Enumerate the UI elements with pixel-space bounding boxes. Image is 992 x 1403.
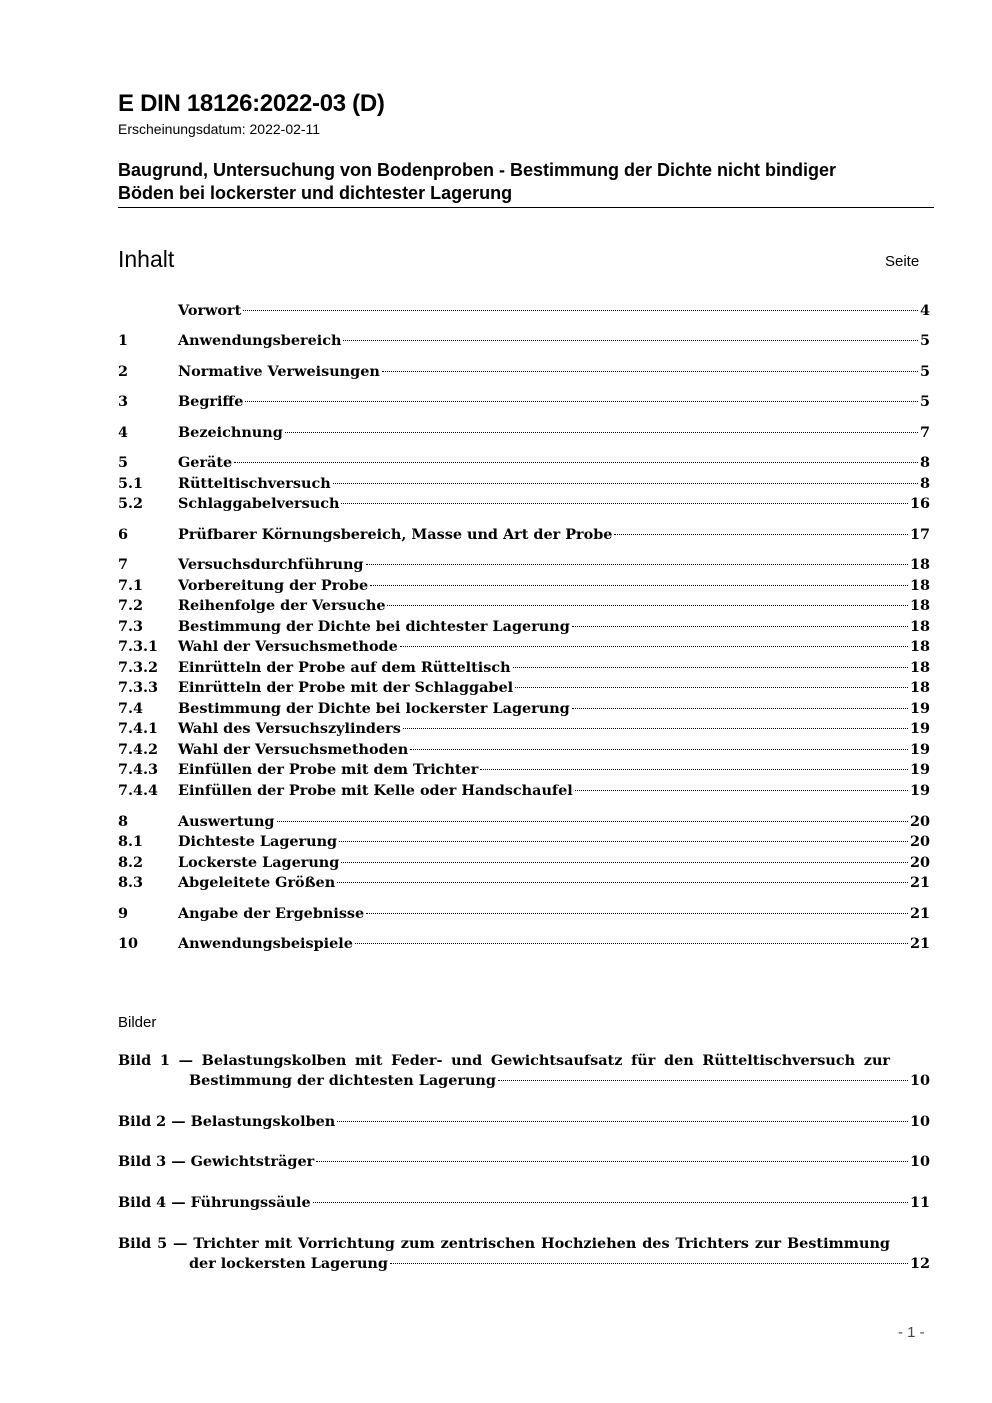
toc-entry-number: 7.3.3 bbox=[118, 679, 159, 696]
toc-entry-title: Einrütteln der Probe auf dem Rütteltisch bbox=[178, 659, 511, 676]
toc-entry-page: 17 bbox=[909, 526, 930, 543]
toc-entry[interactable] bbox=[118, 905, 930, 925]
issue-date: Erscheinungsdatum: 2022-02-11 bbox=[118, 121, 321, 137]
toc-entry-title: Einfüllen der Probe mit dem Trichter bbox=[178, 761, 479, 778]
toc-entry-number: 5.2 bbox=[118, 495, 144, 512]
figure-entry-line[interactable]: Bild 1 — Belastungskolben mit Feder- und Gewichtsaufsatz für den Rütteltischversuch zur bbox=[118, 1052, 890, 1069]
toc-entry[interactable] bbox=[118, 495, 930, 515]
toc-leader bbox=[370, 585, 908, 586]
toc-entry[interactable] bbox=[118, 679, 930, 699]
toc-entry-title: Rütteltischversuch bbox=[178, 475, 331, 492]
toc-entry-number: 1 bbox=[118, 332, 129, 349]
toc-entry-title: Normative Verweisungen bbox=[178, 363, 380, 380]
toc-entry-number: 7.1 bbox=[118, 577, 144, 594]
toc-entry-title: Lockerste Lagerung bbox=[178, 854, 340, 871]
toc-entry-title: Schlaggabelversuch bbox=[178, 495, 340, 512]
toc-entry-title: Wahl des Versuchszylinders bbox=[178, 720, 401, 737]
toc-entry[interactable] bbox=[118, 556, 930, 576]
toc-entry-page: 5 bbox=[919, 393, 930, 410]
toc-entry-title: Einrütteln der Probe mit der Schlaggabel bbox=[178, 679, 514, 696]
toc-leader bbox=[515, 687, 908, 688]
toc-leader bbox=[341, 862, 908, 863]
toc-entry[interactable] bbox=[118, 659, 930, 679]
toc-entry-page: 8 bbox=[919, 454, 930, 471]
toc-entry-title: Wahl der Versuchsmethode bbox=[178, 638, 398, 655]
toc-entry[interactable] bbox=[118, 782, 930, 802]
figure-entry-title: der lockersten Lagerung bbox=[189, 1255, 388, 1272]
toc-entry-number: 7.2 bbox=[118, 597, 144, 614]
toc-entry-title: Bezeichnung bbox=[178, 424, 283, 441]
toc-entry-number: 7.4.2 bbox=[118, 741, 159, 758]
toc-entry-page: 19 bbox=[909, 761, 930, 778]
toc-entry-page: 21 bbox=[909, 905, 930, 922]
toc-entry-page: 16 bbox=[909, 495, 930, 512]
toc-leader bbox=[343, 340, 918, 341]
toc-leader bbox=[355, 943, 908, 944]
toc-leader bbox=[243, 310, 918, 311]
toc-entry[interactable] bbox=[118, 526, 930, 546]
toc-entry-page: 8 bbox=[919, 475, 930, 492]
figure-entry[interactable] bbox=[118, 1194, 930, 1214]
page-number: - 1 - bbox=[898, 1324, 925, 1341]
toc-entry-page: 20 bbox=[909, 854, 930, 871]
figure-entry-title: Bild 3 — Gewichtsträger bbox=[118, 1153, 315, 1170]
toc-entry-title: Reihenfolge der Versuche bbox=[178, 597, 386, 614]
toc-entry-number: 5.1 bbox=[118, 475, 144, 492]
toc-entry-number: 8.2 bbox=[118, 854, 144, 871]
toc-entry-number: 7 bbox=[118, 556, 129, 573]
toc-entry-page: 20 bbox=[909, 813, 930, 830]
document-title bbox=[118, 159, 934, 208]
toc-leader bbox=[234, 462, 918, 463]
toc-leader bbox=[277, 821, 908, 822]
toc-leader bbox=[337, 882, 908, 883]
toc-entry-page: 18 bbox=[909, 556, 930, 573]
toc-leader bbox=[387, 605, 907, 606]
figure-entry[interactable] bbox=[118, 1113, 930, 1133]
toc-entry-number: 2 bbox=[118, 363, 129, 380]
toc-entry[interactable] bbox=[118, 332, 930, 352]
toc-entry-title: Versuchsdurchführung bbox=[178, 556, 364, 573]
toc-leader bbox=[366, 913, 908, 914]
toc-leader bbox=[341, 503, 908, 504]
toc-entry-page: 18 bbox=[909, 659, 930, 676]
toc-entry-title: Bestimmung der Dichte bei lockerster Lagerung bbox=[178, 700, 570, 717]
toc-heading: Inhalt bbox=[118, 246, 175, 272]
toc-entry-page: 18 bbox=[909, 618, 930, 635]
figure-entry-page: 11 bbox=[909, 1194, 930, 1211]
toc-entry-page: 18 bbox=[909, 679, 930, 696]
toc-leader bbox=[410, 749, 908, 750]
toc-leader bbox=[572, 708, 908, 709]
toc-entry-number: 7.3.2 bbox=[118, 659, 159, 676]
toc-leader bbox=[614, 534, 908, 535]
toc-entry-number: 10 bbox=[118, 935, 139, 952]
figure-entry-page: 10 bbox=[909, 1072, 930, 1089]
toc-leader bbox=[498, 1080, 908, 1081]
toc-entry[interactable] bbox=[118, 833, 930, 853]
toc-entry-page: 5 bbox=[919, 332, 930, 349]
toc-entry-number: 7.3.1 bbox=[118, 638, 159, 655]
figure-entry-title: Bild 2 — Belastungskolben bbox=[118, 1113, 336, 1130]
toc-entry-page: 19 bbox=[909, 782, 930, 799]
toc-entry-page: 4 bbox=[919, 302, 930, 319]
toc-entry-number: 5 bbox=[118, 454, 129, 471]
figure-entry-line[interactable]: Bild 5 — Trichter mit Vorrichtung zum zentrischen Hochziehen des Trichters zur Bestimmung bbox=[118, 1235, 890, 1252]
page-column-label: Seite bbox=[885, 253, 920, 270]
toc-leader bbox=[285, 432, 918, 433]
toc-entry[interactable] bbox=[118, 874, 930, 894]
toc-entry-page: 21 bbox=[909, 874, 930, 891]
toc-leader bbox=[366, 564, 908, 565]
toc-leader bbox=[333, 483, 918, 484]
toc-entry-number: 7.4.4 bbox=[118, 782, 159, 799]
toc-entry-page: 18 bbox=[909, 638, 930, 655]
figure-entry[interactable] bbox=[118, 1153, 930, 1173]
toc-entry[interactable] bbox=[118, 813, 930, 833]
toc-entry[interactable] bbox=[118, 577, 930, 597]
toc-entry-title: Geräte bbox=[178, 454, 233, 471]
toc-entry-number: 9 bbox=[118, 905, 129, 922]
toc-leader bbox=[313, 1202, 908, 1203]
toc-entry-page: 19 bbox=[909, 741, 930, 758]
toc-entry-page: 21 bbox=[909, 935, 930, 952]
toc-entry-page: 19 bbox=[909, 700, 930, 717]
toc-entry[interactable] bbox=[118, 424, 930, 444]
toc-entry-title: Dichteste Lagerung bbox=[178, 833, 338, 850]
toc-entry[interactable] bbox=[118, 618, 930, 638]
document-id: E DIN 18126:2022-03 (D) bbox=[118, 90, 385, 117]
toc-entry-number: 4 bbox=[118, 424, 129, 441]
figure-entry-page: 12 bbox=[909, 1255, 930, 1272]
toc-entry[interactable] bbox=[118, 741, 930, 761]
toc-entry[interactable] bbox=[118, 475, 930, 495]
toc-entry-page: 19 bbox=[909, 720, 930, 737]
toc-entry-title: Anwendungsbeispiele bbox=[178, 935, 353, 952]
toc-entry[interactable] bbox=[118, 935, 930, 955]
toc-entry-title: Angabe der Ergebnisse bbox=[178, 905, 365, 922]
toc-leader bbox=[572, 626, 908, 627]
toc-entry[interactable] bbox=[118, 638, 930, 658]
toc-entry-title: Begriffe bbox=[178, 393, 244, 410]
toc-entry-title: Prüfbarer Körnungsbereich, Masse und Art der Probe bbox=[178, 526, 613, 543]
toc-entry-number: 3 bbox=[118, 393, 129, 410]
figure-entry-title: Bild 4 — Führungssäule bbox=[118, 1194, 311, 1211]
toc-leader bbox=[245, 401, 918, 402]
toc-leader bbox=[575, 790, 908, 791]
toc-entry-number: 7.4.1 bbox=[118, 720, 159, 737]
toc-entry-number: 8.3 bbox=[118, 874, 144, 891]
toc-entry[interactable] bbox=[118, 597, 930, 617]
toc-entry-page: 7 bbox=[919, 424, 930, 441]
toc-entry-title: Bestimmung der Dichte bei dichtester Lagerung bbox=[178, 618, 570, 635]
figures-heading: Bilder bbox=[118, 1014, 157, 1031]
toc-entry[interactable] bbox=[118, 393, 930, 413]
toc-entry-title: Einfüllen der Probe mit Kelle oder Handschaufel bbox=[178, 782, 573, 799]
toc-entry[interactable] bbox=[118, 761, 930, 781]
toc-entry-number: 7.3 bbox=[118, 618, 144, 635]
title-line-1: Baugrund, Untersuchung von Bodenproben - Bestimmung der Dichte nicht bindiger bbox=[118, 160, 837, 180]
toc-entry[interactable] bbox=[118, 854, 930, 874]
toc-entry-title: Anwendungsbereich bbox=[178, 332, 342, 349]
toc-entry-page: 20 bbox=[909, 833, 930, 850]
figure-entry-page: 10 bbox=[909, 1153, 930, 1170]
toc-entry[interactable] bbox=[118, 302, 930, 322]
toc-entry-number: 7.4 bbox=[118, 700, 144, 717]
toc-entry-title: Auswertung bbox=[178, 813, 275, 830]
toc-entry-number: 6 bbox=[118, 526, 129, 543]
toc-entry-title: Vorbereitung der Probe bbox=[178, 577, 369, 594]
toc-entry-number: 8 bbox=[118, 813, 129, 830]
toc-entry-number: 8.1 bbox=[118, 833, 144, 850]
toc-leader bbox=[513, 667, 908, 668]
toc-leader bbox=[316, 1161, 908, 1162]
figure-entry[interactable] bbox=[189, 1255, 930, 1275]
toc-entry[interactable] bbox=[118, 700, 930, 720]
toc-entry[interactable] bbox=[118, 454, 930, 474]
toc-leader bbox=[337, 1121, 908, 1122]
toc-entry-title: Vorwort bbox=[178, 302, 242, 319]
toc-leader bbox=[400, 646, 908, 647]
toc-entry-page: 18 bbox=[909, 577, 930, 594]
toc-leader bbox=[382, 371, 918, 372]
toc-entry-title: Abgeleitete Größen bbox=[178, 874, 336, 891]
toc-entry-title: Wahl der Versuchsmethoden bbox=[178, 741, 409, 758]
toc-entry-page: 18 bbox=[909, 597, 930, 614]
toc-leader bbox=[339, 841, 908, 842]
title-line-2: Böden bei lockerster und dichtester Lagerung bbox=[118, 183, 513, 203]
toc-entry[interactable] bbox=[118, 363, 930, 383]
figure-entry[interactable] bbox=[189, 1072, 930, 1092]
figure-entry-page: 10 bbox=[909, 1113, 930, 1130]
toc-leader bbox=[390, 1263, 908, 1264]
toc-entry-number: 7.4.3 bbox=[118, 761, 159, 778]
toc-leader bbox=[480, 769, 908, 770]
figure-entry-title: Bestimmung der dichtesten Lagerung bbox=[189, 1072, 496, 1089]
toc-entry[interactable] bbox=[118, 720, 930, 740]
toc-entry-page: 5 bbox=[919, 363, 930, 380]
toc-leader bbox=[403, 728, 908, 729]
